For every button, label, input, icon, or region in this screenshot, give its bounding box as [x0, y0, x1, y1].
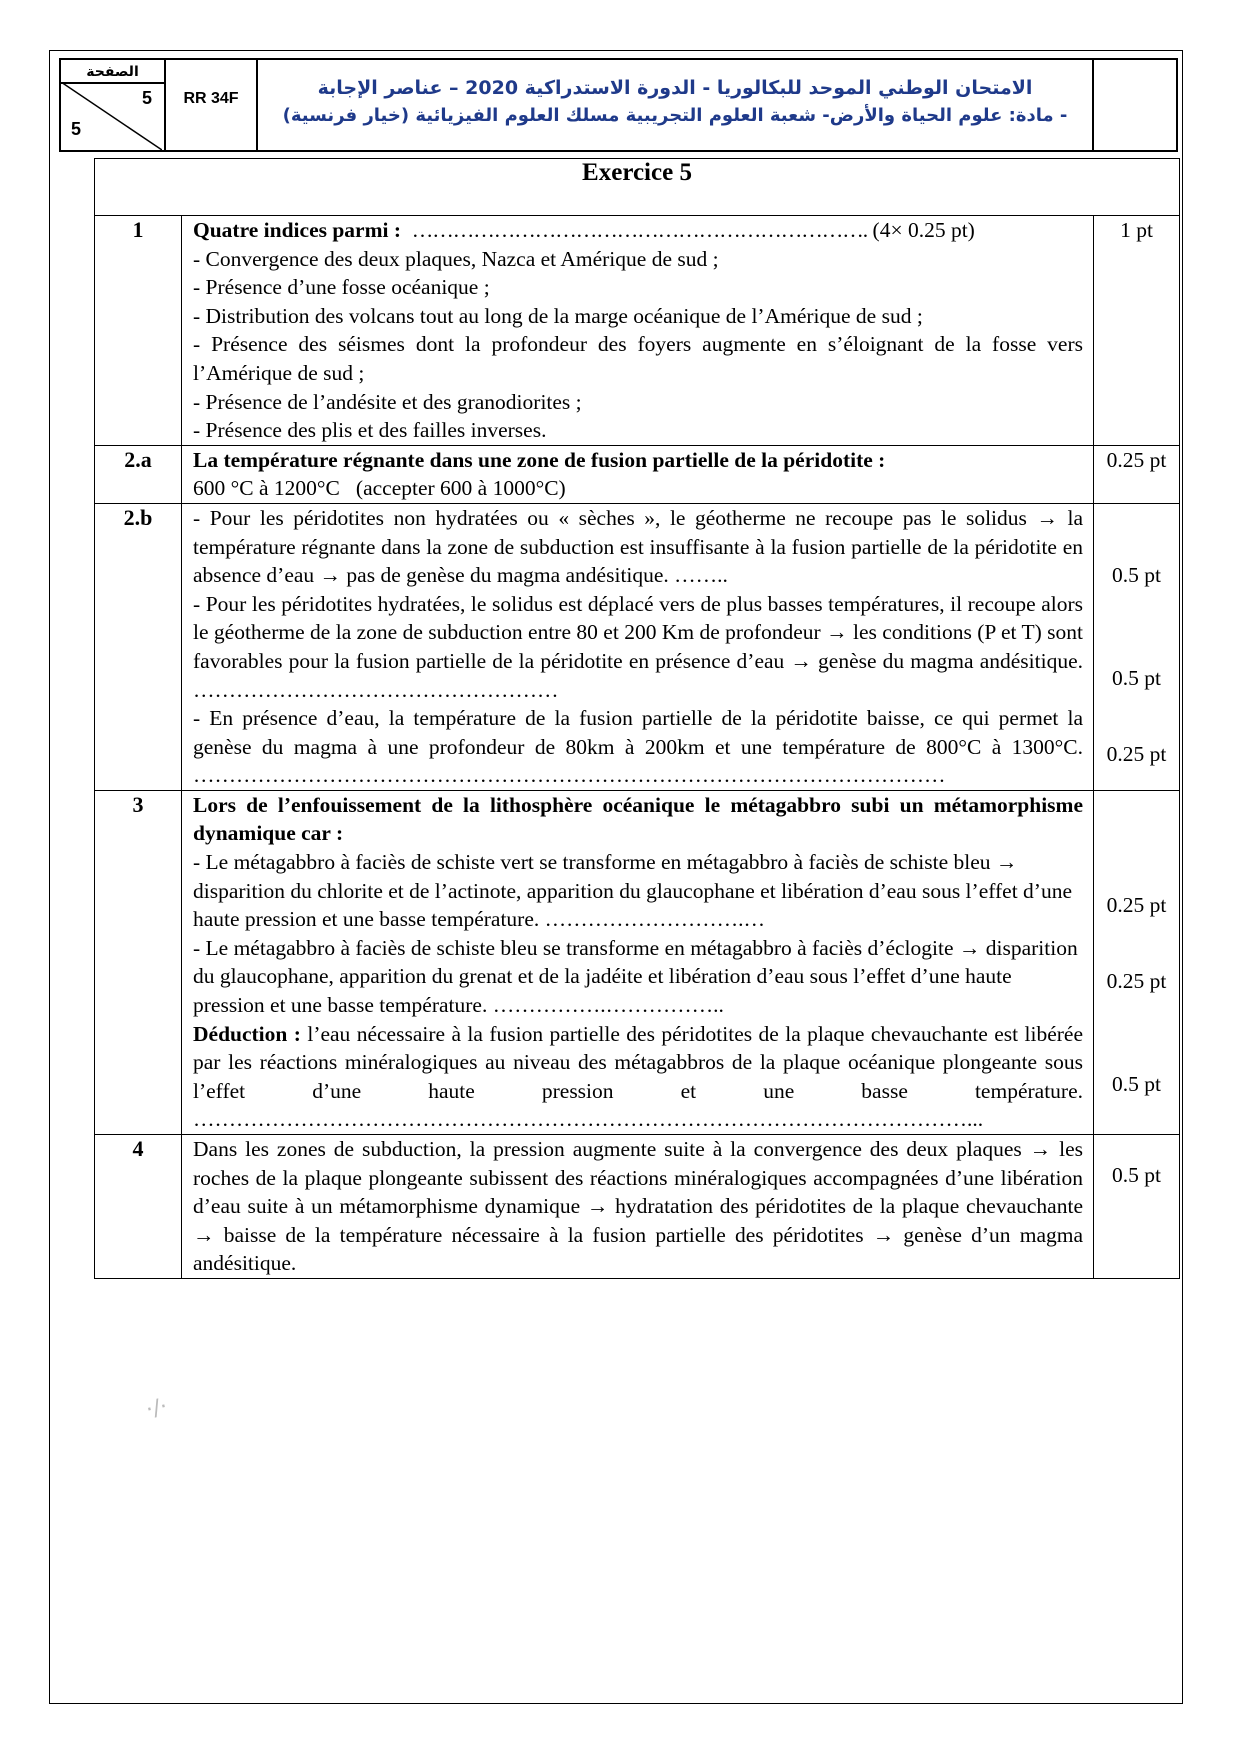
table-row: [95, 216, 1180, 446]
stray-mark: ·/·: [143, 1394, 170, 1423]
answer-table: [94, 158, 1180, 1279]
deduction-text: l’eau nécessaire à la fusion partielle des péridotites de la plaque chevauchante est libérée par les réactions minéralogiques au niveau des métagabbros de la plaque océanique plongeante sous l’effet d’une haute pression et une basse température. ………………………………………………………………………………………………...: [193, 1021, 1084, 1132]
exam-title-line1: الامتحان الوطني الموحد للبكالوريا - الدورة الاستدراكية 2020 – عناصر الإجابة: [317, 77, 1033, 99]
exam-code: RR 34F: [166, 60, 258, 150]
list-item: - Distribution des volcans tout au long de la marge océanique de l’Amérique de sud ;: [193, 303, 923, 328]
exam-header: [59, 58, 1178, 152]
points-value: 0.5 pt: [1112, 562, 1161, 587]
header-empty-cell: [1094, 60, 1176, 150]
points-value: 0.25 pt: [1106, 447, 1167, 472]
exam-title: [258, 60, 1094, 150]
q3-paragraph-1: - Le métagabbro à faciès de schiste vert se transforme en métagabbro à faciès de schiste bleu → disparition du chlorite et de l’actinote, apparition du glaucophane et libération d’eau sous l’effet d’une haute pression et une basse température. ……………………….…: [193, 850, 1073, 932]
points-value: 0.25 pt: [1106, 742, 1167, 767]
answer-cell: [182, 1135, 1094, 1279]
table-row: [95, 445, 1180, 503]
list-item: - Présence des plis et des failles inverses.: [193, 418, 547, 443]
page-number: 5: [141, 88, 152, 108]
exam-title-line2: - مادة: علوم الحياة والأرض- شعبة العلوم التجريبية مسلك العلوم الفيزيائية (خيار فرنسية): [282, 105, 1068, 126]
list-item: - Présence des séismes dont la profondeur des foyers augmente en s’éloignant de la fosse vers l’Amérique de sud ;: [193, 332, 1083, 385]
points-value: 0.25 pt: [1106, 892, 1167, 917]
page-label: الصفحة: [61, 62, 164, 84]
q1-points-detail: (4× 0.25 pt): [872, 218, 975, 242]
question-number: 2.a: [95, 445, 182, 503]
q1-heading-line: [193, 216, 1083, 245]
q1-heading: Quatre indices parmi :: [193, 218, 402, 242]
points-cell: [1094, 503, 1180, 790]
table-row: [95, 1135, 1180, 1279]
answer-cell: [182, 503, 1094, 790]
points-cell: [1094, 216, 1180, 446]
answer-cell: [182, 216, 1094, 446]
q2b-paragraph-3: - En présence d’eau, la température de la fusion partielle de la péridotite baisse, ce qui permet la genèse du magma à une profondeur de 80km à 200km et une température de 800°C à 1300°C. ……………………………………………………………………………………………: [193, 706, 1083, 788]
points-value: 0.5 pt: [1112, 1163, 1161, 1187]
points-value: 0.5 pt: [1112, 665, 1161, 690]
points-cell: [1094, 790, 1180, 1134]
question-number: 3: [95, 790, 182, 1134]
question-number: 2.b: [95, 503, 182, 790]
points-cell: [1094, 445, 1180, 503]
page-total: 5: [71, 119, 82, 139]
q1-dots: ………………………………………………………….: [411, 218, 868, 242]
answer-cell: [182, 445, 1094, 503]
question-number: 1: [95, 216, 182, 446]
q2a-heading: La température régnante dans une zone de fusion partielle de la péridotite :: [193, 447, 886, 472]
q2b-paragraph-1: - Pour les péridotites non hydratées ou « sèches », le géotherme ne recoupe pas le solidus → la température régnante dans la zone de subduction est insuffisante à la fusion partielle de la péridotite en absence d’eau → pas de genèse du magma andésitique. ……..: [193, 505, 1083, 588]
q2a-text: 600 °C à 1200°C (accepter 600 à 1000°C): [193, 476, 566, 501]
deduction-label: Déduction :: [193, 1021, 301, 1046]
table-row: [95, 503, 1180, 790]
q2b-paragraph-2: - Pour les péridotites hydratées, le solidus est déplacé vers de plus basses températures, il recoupe alors le géotherme de la zone de subduction entre 80 et 200 Km de profondeur → les conditions (P et T) sont favorables pour la fusion partielle de la péridotite en présence d’eau → genèse du magma andésitique. ……………………………………………: [193, 591, 1083, 702]
q3-heading: Lors de l’enfouissement de la lithosphère océanique le métagabbro subi un métamorphisme dynamique car :: [193, 792, 1083, 846]
q3-paragraph-2: - Le métagabbro à faciès de schiste bleu se transforme en métagabbro à faciès d’éclogite → disparition du glaucophane, apparition du grenat et de la jadéite et libération d’eau sous l’effet d’une haute pression et une basse température. …………….……………..: [193, 935, 1078, 1018]
list-item: - Présence de l’andésite et des granodiorites ;: [193, 389, 582, 414]
points-value: 1 pt: [1120, 218, 1153, 242]
page-number-box: [61, 60, 166, 150]
list-item: - Convergence des deux plaques, Nazca et Amérique de sud ;: [193, 246, 719, 271]
q4-text: Dans les zones de subduction, la pression augmente suite à la convergence des deux plaques → les roches de la plaque plongeante subissent des réactions minéralogiques accompagnées d’une libération d’eau suite à un métamorphisme dynamique → hydratation des péridotites de la plaque chevauchante → baisse de la température nécessaire à la fusion partielle des péridotites → genèse d’un magma andésitique.: [193, 1137, 1083, 1276]
exercise-title: Exercice 5: [95, 159, 1180, 216]
points-cell: [1094, 1135, 1180, 1279]
table-row: [95, 790, 1180, 1134]
points-value: 0.5 pt: [1112, 1072, 1161, 1097]
answer-cell: [182, 790, 1094, 1134]
q3-deduction: [193, 1020, 1083, 1134]
list-item: - Présence d’une fosse océanique ;: [193, 275, 490, 300]
question-number: 4: [95, 1135, 182, 1279]
points-value: 0.25 pt: [1106, 969, 1167, 994]
